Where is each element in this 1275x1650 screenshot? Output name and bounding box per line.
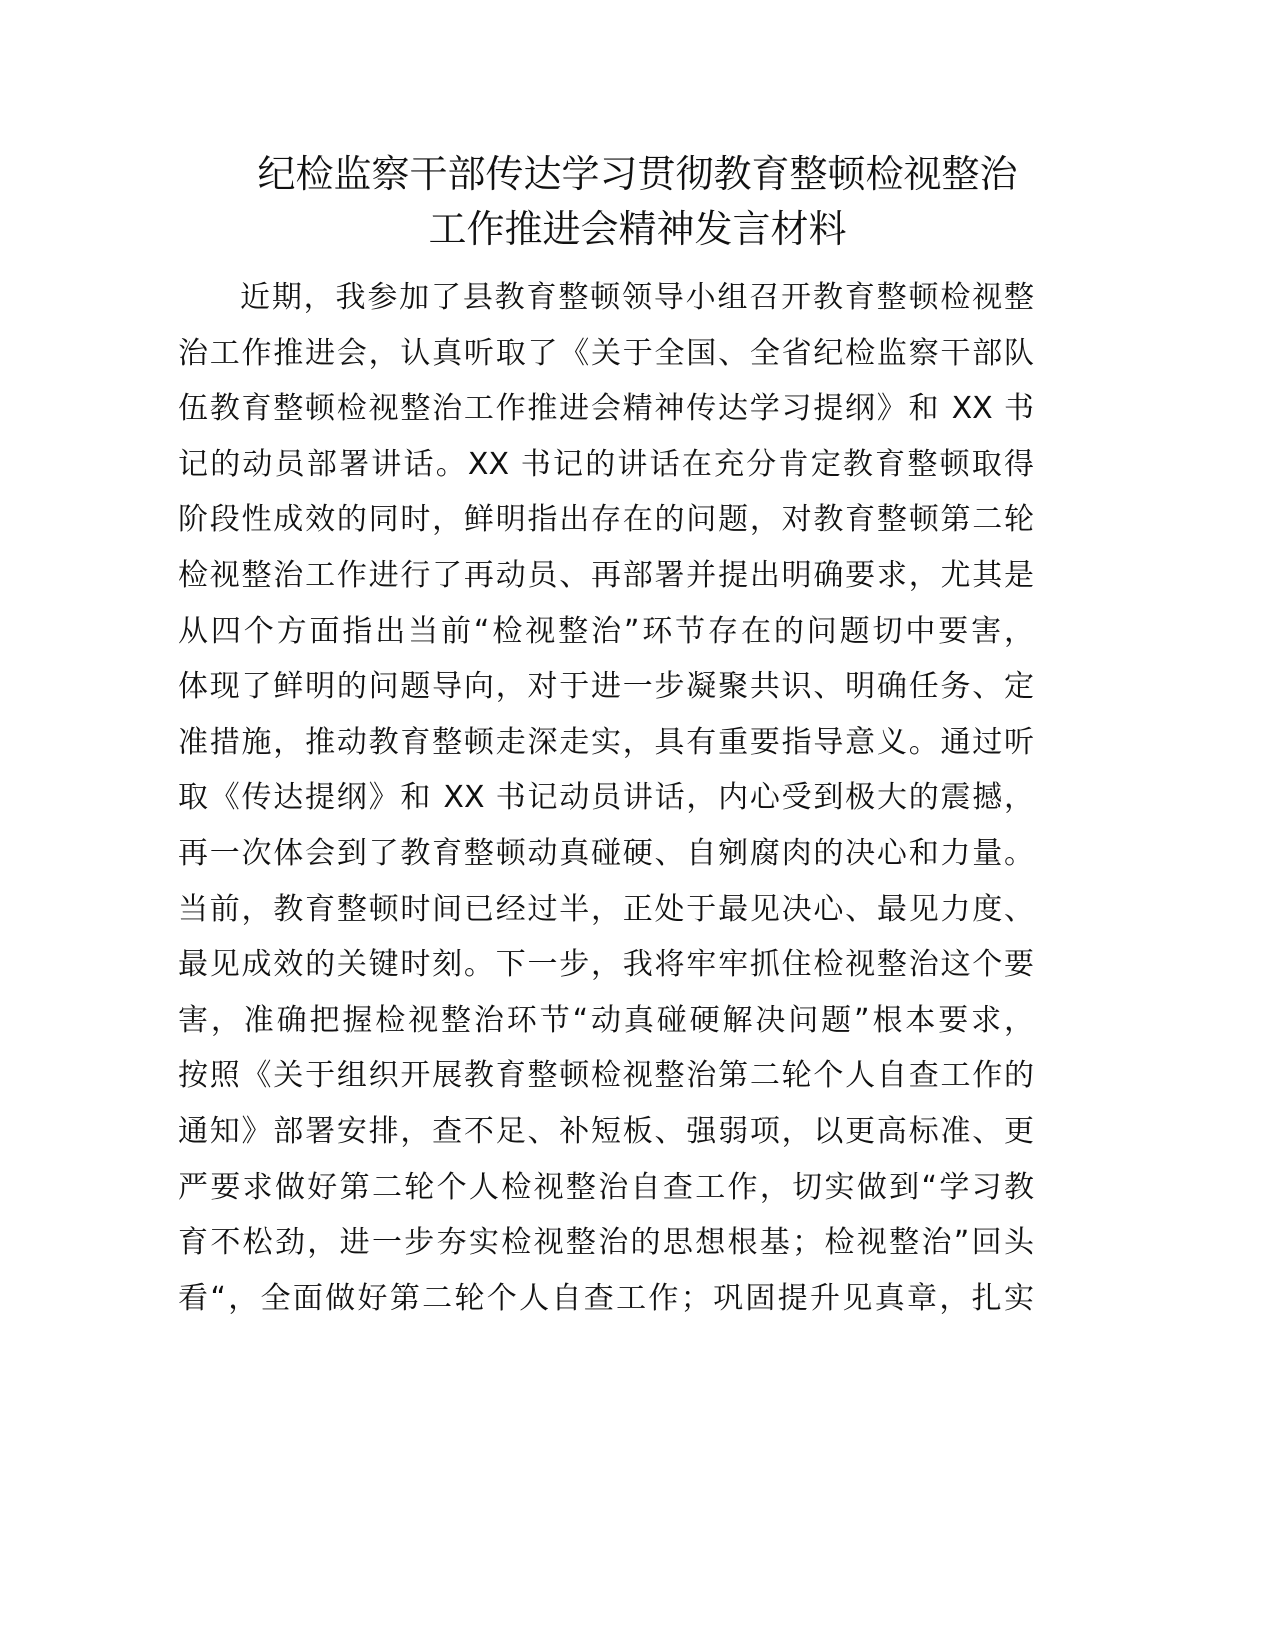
paragraph-line: 伍教育整顿检视整治工作推进会精神传达学习提纲》和 XX 书 <box>178 391 1034 427</box>
paragraph-line: 当前，教育整顿时间已经过半，正处于最见决心、最见力度、 <box>178 891 1034 927</box>
paragraph-line: 治工作推进会，认真听取了《关于全国、全省纪检监察干部队 <box>178 335 1034 371</box>
paragraph-line: 再一次体会到了教育整顿动真碰硬、自剜腐肉的决心和力量。 <box>178 835 1034 871</box>
paragraph-line: 体现了鲜明的问题导向，对于进一步凝聚共识、明确任务、定 <box>178 669 1034 705</box>
paragraph-line: 最见成效的关键时刻。下一步，我将牢牢抓住检视整治这个要 <box>178 947 1034 983</box>
paragraph-line: 检视整治工作进行了再动员、再部署并提出明确要求，尤其是 <box>178 557 1034 593</box>
paragraph-line: 阶段性成效的同时，鲜明指出存在的问题，对教育整顿第二轮 <box>178 502 1034 538</box>
document-title-line-2: 工作推进会精神发言材料 <box>428 207 847 251</box>
paragraph-line: 近期，我参加了县教育整顿领导小组召开教育整顿检视整 <box>240 280 1034 315</box>
paragraph-line: 育不松劲，进一步夯实检视整治的思想根基；检视整治”回头 <box>178 1225 1034 1261</box>
paragraph-line: 按照《关于组织开展教育整顿检视整治第二轮个人自查工作的 <box>178 1058 1034 1094</box>
paragraph-line: 准措施，推动教育整顿走深走实，具有重要指导意义。通过听 <box>178 724 1034 760</box>
paragraph-line: 通知》部署安排，查不足、补短板、强弱项，以更高标准、更 <box>178 1113 1034 1149</box>
paragraph-line: 严要求做好第二轮个人检视整治自查工作，切实做到“学习教 <box>178 1169 1034 1205</box>
paragraph-line: 取《传达提纲》和 XX 书记动员讲话，内心受到极大的震撼， <box>178 780 1034 816</box>
paragraph-line: 看“，全面做好第二轮个人自查工作；巩固提升见真章，扎实 <box>178 1280 1034 1316</box>
document-body <box>178 270 1034 1326</box>
document-title-line-1: 纪检监察干部传达学习贯彻教育整顿检视整治 <box>257 152 1018 196</box>
paragraph-line: 从四个方面指出当前“检视整治”环节存在的问题切中要害， <box>178 613 1034 649</box>
paragraph-line: 害，准确把握检视整治环节“动真碰硬解决问题”根本要求， <box>178 1002 1034 1038</box>
paragraph-line: 记的动员部署讲话。XX 书记的讲话在充分肯定教育整顿取得 <box>178 446 1034 482</box>
